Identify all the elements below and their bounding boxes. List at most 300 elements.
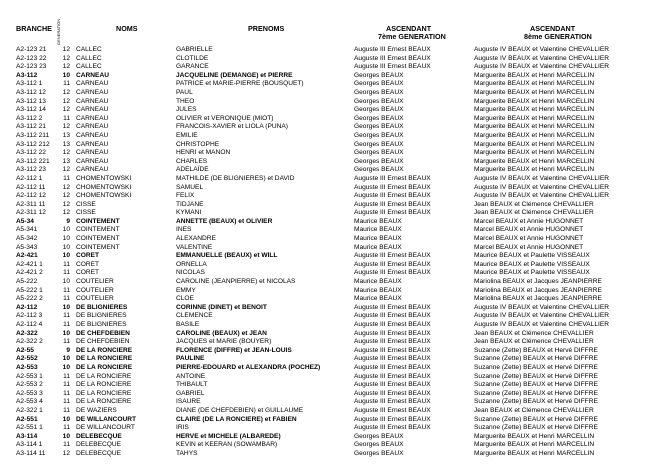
branche-cell: A2-311 12 <box>16 209 46 217</box>
table-row <box>0 330 666 339</box>
table-row <box>0 269 666 278</box>
branche-cell: A3-112 22 <box>16 149 46 157</box>
ascendant-7-cell: Georges BEAUX <box>354 432 404 440</box>
prenom-cell: MATHILDE (DE BLIGNIERES) et DAVID <box>176 174 295 182</box>
table-row <box>0 184 666 193</box>
ascendant-8-cell: Marguerite BEAUX et Henri MARCELLIN <box>474 97 595 105</box>
ascendant-7-cell: Auguste III Ernest BEAUX <box>354 321 431 328</box>
prenom-cell: ADELAÏDE <box>176 166 209 174</box>
ascendant-8-cell: Suzanne (Zette) BEAUX et Hervé DIFFRE <box>474 381 598 389</box>
generation-cell: 13 <box>62 140 70 148</box>
table-row <box>0 381 666 390</box>
prenom-cell: PAUL <box>176 88 193 96</box>
ascendant-7-cell: Georges BEAUX <box>354 157 404 165</box>
prenom-cell: PAULINE <box>176 355 205 363</box>
generation-cell: 12 <box>62 166 70 174</box>
ascendant-8-cell: Marguerite BEAUX et Henri MARCELLIN <box>474 166 595 174</box>
ascendant-7-cell: Auguste III Ernest BEAUX <box>354 209 431 217</box>
generation-cell: 12 <box>62 149 70 157</box>
branche-cell: A3-112 221 <box>16 157 50 165</box>
ascendant-8-cell: Auguste IV BEAUX et Valentine CHEVALLIER <box>474 321 609 328</box>
ascendant-7-cell: Auguste III Ernest BEAUX <box>354 398 431 406</box>
ascendant-7-cell: Auguste III Ernest BEAUX <box>354 183 431 191</box>
ascendant-7-cell: Auguste III Ernest BEAUX <box>354 338 431 346</box>
nom-cell: CARNEAU <box>76 88 109 96</box>
ascendant-7-cell: Georges BEAUX <box>354 166 404 174</box>
prenom-cell: EMMY <box>176 286 196 294</box>
genealogy-table-body <box>0 46 666 459</box>
generation-cell: 10 <box>62 303 70 311</box>
generation-cell: 12 <box>62 192 70 200</box>
prenom-cell: CLOTILDE <box>176 54 209 62</box>
ascendant-8-cell: Marguerite BEAUX et Henri MARCELLIN <box>474 432 595 440</box>
table-row <box>0 166 666 175</box>
table-row <box>0 338 666 347</box>
ascendant-8-cell: Auguste IV BEAUX et Valentine CHEVALLIER <box>474 192 609 200</box>
nom-cell: CARNEAU <box>76 97 109 105</box>
table-row <box>0 72 666 81</box>
generation-cell: 11 <box>63 80 70 88</box>
prenom-cell: BASILE <box>176 321 200 328</box>
table-row <box>0 63 666 72</box>
nom-cell: CHOMENTOWSKI <box>76 174 132 182</box>
table-row <box>0 261 666 270</box>
table-row <box>0 46 666 55</box>
branche-cell: A2-112 11 <box>16 183 46 191</box>
nom-cell: DE BLIGNIERES <box>76 321 127 328</box>
ascendant-8-cell: Suzanne (Zette) BEAUX et Hervé DIFFRE <box>474 346 598 354</box>
generation-cell: 11 <box>63 174 70 182</box>
ascendant-7-cell: Maurice BEAUX <box>354 226 402 234</box>
generation-cell: 10 <box>62 415 70 423</box>
branche-cell: A2-112 <box>16 303 38 311</box>
prenom-cell: CORINNE (DINET) et BENOIT <box>176 303 267 311</box>
branche-cell: A3-112 2 <box>16 114 43 122</box>
header-branche: BRANCHE <box>16 24 52 33</box>
table-row <box>0 149 666 158</box>
prenom-cell: VALENTINE <box>176 243 213 251</box>
table-row <box>0 132 666 141</box>
ascendant-7-cell: Georges BEAUX <box>354 149 404 157</box>
table-row <box>0 416 666 425</box>
generation-cell: 11 <box>63 338 70 346</box>
branche-cell: A5-222 <box>16 278 38 286</box>
generation-cell: 11 <box>63 398 70 406</box>
generation-cell: 12 <box>62 106 70 114</box>
ascendant-7-cell: Auguste III Ernest BEAUX <box>354 329 431 337</box>
ascendant-8-cell: Marcel BEAUX et Annie HUGONNET <box>474 235 584 243</box>
generation-cell: 10 <box>62 235 70 243</box>
generation-cell: 9 <box>66 217 70 225</box>
table-row <box>0 312 666 321</box>
branche-cell: A2-421 1 <box>16 260 43 268</box>
branche-cell: A5-34 <box>16 217 34 225</box>
ascendant-7-cell: Maurice BEAUX <box>354 235 402 243</box>
generation-cell: 12 <box>62 63 70 71</box>
ascendant-7-cell: Georges BEAUX <box>354 80 404 88</box>
nom-cell: CARNEAU <box>76 114 109 122</box>
table-row <box>0 321 666 330</box>
prenom-cell: GARANCE <box>176 63 209 71</box>
prenom-cell: ALEXANDRE <box>176 235 216 243</box>
branche-cell: A5-342 <box>16 235 38 243</box>
table-row <box>0 218 666 227</box>
generation-cell: 11 <box>63 269 70 277</box>
nom-cell: COINTEMENT <box>76 217 120 225</box>
ascendant-7-cell: Auguste III Ernest BEAUX <box>354 415 431 423</box>
nom-cell: COINTEMENT <box>76 235 120 243</box>
ascendant-7-cell: Georges BEAUX <box>354 97 404 105</box>
generation-cell: 11 <box>63 441 70 449</box>
branche-cell: A2-123 23 <box>16 63 47 71</box>
nom-cell: COUTELIER <box>76 295 114 303</box>
prenom-cell: SAMUEL <box>176 183 204 191</box>
prenom-cell: EMMANUELLE (BEAUX) et WILL <box>176 252 278 260</box>
prenom-cell: CAROLINE (JEANPIERRE) et NICOLAS <box>176 278 296 286</box>
table-row <box>0 192 666 201</box>
branche-cell: A5-222 2 <box>16 295 43 303</box>
header-ascendant-8-line2: 8ème GENERATION <box>524 32 592 41</box>
branche-cell: A2-112 3 <box>16 312 43 320</box>
table-row <box>0 278 666 287</box>
nom-cell: DELEBECQUE <box>76 449 122 457</box>
prenom-cell: ISAURE <box>176 398 201 406</box>
prenom-cell: GABRIEL <box>176 389 205 397</box>
table-row <box>0 390 666 399</box>
header-ascendant-8-line1: ASCENDANT <box>530 24 576 33</box>
table-header <box>0 0 666 46</box>
generation-cell: 13 <box>62 131 70 139</box>
branche-cell: A2-311 11 <box>16 200 46 208</box>
table-row <box>0 226 666 235</box>
ascendant-8-cell: Maurice BEAUX et Paulette VISSEAUX <box>474 269 590 277</box>
nom-cell: CISSE <box>76 209 96 217</box>
ascendant-8-cell: Mariolina BEAUX et Jacques JEANPIERRE <box>474 286 602 294</box>
ascendant-8-cell: Jean BEAUX et Clémence CHEVALLIER <box>474 200 594 208</box>
ascendant-7-cell: Auguste III Ernest BEAUX <box>354 312 431 320</box>
generation-cell: 10 <box>62 226 70 234</box>
branche-cell: A3-112 21 <box>16 123 46 131</box>
nom-cell: DE WILLANCOURT <box>76 424 135 432</box>
nom-cell: CORET <box>76 252 100 260</box>
branche-cell: A3-114 <box>16 432 38 440</box>
ascendant-8-cell: Marguerite BEAUX et Henri MARCELLIN <box>474 441 595 449</box>
branche-cell: A2-112 4 <box>16 321 43 328</box>
ascendant-7-cell: Georges BEAUX <box>354 88 404 96</box>
prenom-cell: NICOLAS <box>176 269 205 277</box>
generation-cell: 12 <box>62 46 70 53</box>
nom-cell: CORET <box>76 260 100 268</box>
table-row <box>0 89 666 98</box>
ascendant-7-cell: Auguste III Ernest BEAUX <box>354 406 431 414</box>
generation-cell: 11 <box>63 312 70 320</box>
branche-cell: A2-553 2 <box>16 381 43 389</box>
ascendant-7-cell: Maurice BEAUX <box>354 278 402 286</box>
generation-cell: 11 <box>63 372 70 380</box>
nom-cell: DE LA RONCIERE <box>76 363 133 371</box>
ascendant-8-cell: Mariolina BEAUX et Jacques JEANPIERRE <box>474 295 602 303</box>
prenom-cell: PIERRE-EDOUARD et ALEXANDRA (POCHEZ) <box>176 363 321 371</box>
branche-cell: A2-112 12 <box>16 192 46 200</box>
nom-cell: CISSE <box>76 200 96 208</box>
ascendant-8-cell: Suzanne (Zette) BEAUX et Hervé DIFFRE <box>474 415 598 423</box>
prenom-cell: DIANE (DE CHEFDEBIEN) et GUILLAUME <box>176 406 304 414</box>
table-row <box>0 244 666 253</box>
generation-cell: 10 <box>62 243 70 251</box>
branche-cell: A3-112 12 <box>16 88 46 96</box>
generation-cell: 11 <box>63 321 70 328</box>
table-row <box>0 398 666 407</box>
ascendant-7-cell: Georges BEAUX <box>354 114 404 122</box>
nom-cell: DE WILLANCOURT <box>76 415 137 423</box>
generation-cell: 12 <box>62 123 70 131</box>
nom-cell: DE CHEFDEBIEN <box>76 338 130 346</box>
header-prenoms: PRENOMS <box>248 24 285 33</box>
nom-cell: DE LA RONCIERE <box>76 398 132 406</box>
prenom-cell: HERVE et MICHELE (ALBAREDE) <box>176 432 281 440</box>
ascendant-8-cell: Jean BEAUX et Clémence CHEVALLIER <box>474 209 594 217</box>
table-row <box>0 252 666 261</box>
prenom-cell: EMILIE <box>176 131 198 139</box>
ascendant-7-cell: Auguste III Ernest BEAUX <box>354 372 431 380</box>
branche-cell: A3-114 11 <box>16 449 46 457</box>
table-row <box>0 450 666 459</box>
header-ascendant-7-line1: ASCENDANT <box>386 24 432 33</box>
prenom-cell: CHRISTOPHE <box>176 140 220 148</box>
table-row <box>0 441 666 450</box>
nom-cell: CARNEAU <box>76 123 109 131</box>
nom-cell: CHOMENTOWSKI <box>76 183 132 191</box>
header-noms: NOMS <box>116 24 138 33</box>
nom-cell: DE LA RONCIERE <box>76 389 132 397</box>
ascendant-7-cell: Georges BEAUX <box>354 441 404 449</box>
generation-cell: 11 <box>63 424 70 432</box>
nom-cell: DE LA RONCIERE <box>76 372 132 380</box>
ascendant-7-cell: Auguste III Ernest BEAUX <box>354 200 431 208</box>
generation-cell: 11 <box>63 286 70 294</box>
nom-cell: CARNEAU <box>76 71 109 79</box>
ascendant-8-cell: Marcel BEAUX et Annie HUGONNET <box>474 226 584 234</box>
ascendant-7-cell: Maurice BEAUX <box>354 295 402 303</box>
ascendant-8-cell: Jean BEAUX et Clémence CHEVALLIER <box>474 329 594 337</box>
ascendant-8-cell: Auguste IV BEAUX et Valentine CHEVALLIER <box>474 63 609 71</box>
prenom-cell: KYMANI <box>176 209 202 217</box>
branche-cell: A3-112 13 <box>16 97 46 105</box>
prenom-cell: CLOE <box>176 295 194 303</box>
generation-cell: 11 <box>63 389 70 397</box>
ascendant-8-cell: Maurice BEAUX et Paulette VISSEAUX <box>474 260 590 268</box>
ascendant-7-cell: Auguste III Ernest BEAUX <box>354 46 431 53</box>
nom-cell: DE BLIGNIERES <box>76 312 127 320</box>
table-row <box>0 304 666 313</box>
ascendant-8-cell: Auguste IV BEAUX et Valentine CHEVALLIER <box>474 312 609 320</box>
branche-cell: A2-123 22 <box>16 54 47 62</box>
prenom-cell: IRIS <box>176 424 189 432</box>
ascendant-8-cell: Suzanne (Zette) BEAUX et Hervé DIFFRE <box>474 389 598 397</box>
table-row <box>0 407 666 416</box>
ascendant-8-cell: Jean BEAUX et Clémence CHEVALLIER <box>474 338 594 346</box>
ascendant-7-cell: Auguste III Ernest BEAUX <box>354 54 431 62</box>
ascendant-8-cell: Marguerite BEAUX et Henri MARCELLIN <box>474 106 595 114</box>
ascendant-8-cell: Marcel BEAUX et Annie HUGONNET <box>474 243 584 251</box>
nom-cell: CARNEAU <box>76 166 109 174</box>
prenom-cell: OLIVIER et VERONIQUE (MIOT) <box>176 114 274 122</box>
ascendant-8-cell: Marguerite BEAUX et Henri MARCELLIN <box>474 88 595 96</box>
ascendant-8-cell: Marcel BEAUX et Annie HUGONNET <box>474 217 584 225</box>
ascendant-8-cell: Marguerite BEAUX et Henri MARCELLIN <box>474 71 595 79</box>
ascendant-7-cell: Auguste III Ernest BEAUX <box>354 363 431 371</box>
branche-cell: A5-222 1 <box>16 286 43 294</box>
ascendant-8-cell: Suzanne (Zette) BEAUX et Hervé DIFFRE <box>474 372 598 380</box>
nom-cell: COINTEMENT <box>76 243 120 251</box>
branche-cell: A2-551 <box>16 415 38 423</box>
prenom-cell: TIDJANE <box>176 200 204 208</box>
table-row <box>0 355 666 364</box>
nom-cell: CORET <box>76 269 100 277</box>
nom-cell: CALLEC <box>76 54 102 62</box>
prenom-cell: CLAIRE (DE LA RONCIERE) et FABIEN <box>176 415 297 423</box>
generation-cell: 10 <box>62 252 70 260</box>
ascendant-8-cell: Marguerite BEAUX et Henri MARCELLIN <box>474 114 595 122</box>
generation-cell: 12 <box>62 88 70 96</box>
table-row <box>0 158 666 167</box>
prenom-cell: FRANCOIS-XAVIER et LIOLA (PUNA) <box>176 123 288 131</box>
branche-cell: A3-112 14 <box>16 106 46 114</box>
table-row <box>0 106 666 115</box>
ascendant-7-cell: Maurice BEAUX <box>354 217 402 225</box>
ascendant-8-cell: Suzanne (Zette) BEAUX et Hervé DIFFRE <box>474 355 598 363</box>
nom-cell: DE LA RONCIERE <box>76 381 132 389</box>
ascendant-8-cell: Jean BEAUX et Clémence CHEVALLIER <box>474 406 594 414</box>
nom-cell: DE BLIGNIERES <box>76 303 128 311</box>
nom-cell: DE LA RONCIERE <box>76 355 133 363</box>
generation-cell: 9 <box>66 346 70 354</box>
branche-cell: A2-553 <box>16 363 38 371</box>
nom-cell: COUTELIER <box>76 286 114 294</box>
ascendant-7-cell: Auguste III Ernest BEAUX <box>354 63 431 71</box>
ascendant-7-cell: Auguste III Ernest BEAUX <box>354 424 431 432</box>
prenom-cell: THEO <box>176 97 195 105</box>
prenom-cell: PATRICE et MARIE-PIERRE (BOUSQUET) <box>176 80 304 88</box>
prenom-cell: THIBAULT <box>176 381 208 389</box>
branche-cell: A2-421 2 <box>16 269 43 277</box>
table-row <box>0 175 666 184</box>
table-row <box>0 364 666 373</box>
ascendant-8-cell: Marguerite BEAUX et Henri MARCELLIN <box>474 131 595 139</box>
ascendant-7-cell: Maurice BEAUX <box>354 243 402 251</box>
generation-cell: 12 <box>62 449 70 457</box>
ascendant-7-cell: Auguste III Ernest BEAUX <box>354 269 431 277</box>
ascendant-8-cell: Auguste IV BEAUX et Valentine CHEVALLIER <box>474 303 609 311</box>
ascendant-8-cell: Auguste IV BEAUX et Valentine CHEVALLIER <box>474 174 609 182</box>
branche-cell: A2-553 3 <box>16 389 43 397</box>
ascendant-8-cell: Marguerite BEAUX et Henri MARCELLIN <box>474 157 595 165</box>
prenom-cell: FELIX <box>176 192 195 200</box>
ascendant-7-cell: Georges BEAUX <box>354 140 404 148</box>
table-row <box>0 373 666 382</box>
ascendant-7-cell: Auguste III Ernest BEAUX <box>354 381 431 389</box>
prenom-cell: CAROLINE (BEAUX) et JEAN <box>176 329 267 337</box>
generation-cell: 12 <box>62 183 70 191</box>
table-row <box>0 80 666 89</box>
nom-cell: CHOMENTOWSKI <box>76 192 132 200</box>
header-generation: GENERATION <box>56 18 61 45</box>
table-row <box>0 201 666 210</box>
prenom-cell: JULES <box>176 106 197 114</box>
ascendant-8-cell: Marguerite BEAUX et Henri MARCELLIN <box>474 449 595 457</box>
ascendant-7-cell: Georges BEAUX <box>354 106 404 114</box>
prenom-cell: KEVIN et KEERAN (SOWAMBAR) <box>176 441 278 449</box>
branche-cell: A3-114 1 <box>16 441 43 449</box>
ascendant-8-cell: Suzanne (Zette) BEAUX et Hervé DIFFRE <box>474 398 598 406</box>
generation-cell: 13 <box>62 157 70 165</box>
generation-cell: 10 <box>62 71 70 79</box>
ascendant-7-cell: Auguste III Ernest BEAUX <box>354 355 431 363</box>
table-row <box>0 98 666 107</box>
branche-cell: A5-343 <box>16 243 38 251</box>
ascendant-7-cell: Auguste III Ernest BEAUX <box>354 192 431 200</box>
nom-cell: CARNEAU <box>76 106 109 114</box>
prenom-cell: GABRIELLE <box>176 46 213 53</box>
prenom-cell: ANTOINE <box>176 372 206 380</box>
table-row <box>0 433 666 442</box>
table-row <box>0 55 666 64</box>
nom-cell: CALLEC <box>76 46 102 53</box>
generation-cell: 10 <box>62 355 70 363</box>
branche-cell: A3-112 211 <box>16 131 50 139</box>
ascendant-7-cell: Georges BEAUX <box>354 131 404 139</box>
nom-cell: COUTELIER <box>76 278 114 286</box>
ascendant-7-cell: Auguste III Ernest BEAUX <box>354 174 431 182</box>
ascendant-8-cell: Marguerite BEAUX et Henri MARCELLIN <box>474 140 595 148</box>
generation-cell: 11 <box>63 114 70 122</box>
table-row <box>0 141 666 150</box>
branche-cell: A2-553 1 <box>16 372 43 380</box>
table-row <box>0 295 666 304</box>
table-row <box>0 209 666 218</box>
ascendant-8-cell: Maurice BEAUX et Paulette VISSEAUX <box>474 252 590 260</box>
ascendant-7-cell: Auguste III Ernest BEAUX <box>354 389 431 397</box>
branche-cell: A2-55 <box>16 346 34 354</box>
branche-cell: A3-112 212 <box>16 140 50 148</box>
ascendant-7-cell: Auguste III Ernest BEAUX <box>354 346 431 354</box>
nom-cell: CARNEAU <box>76 80 109 88</box>
ascendant-8-cell: Suzanne (Zette) BEAUX et Hervé DIFFRE <box>474 363 598 371</box>
branche-cell: A3-112 23 <box>16 166 46 174</box>
header-ascendant-7-line2: 7ème GENERATION <box>378 32 446 41</box>
table-row <box>0 347 666 356</box>
nom-cell: CARNEAU <box>76 157 109 165</box>
nom-cell: DE LA RONCIERE <box>76 346 133 354</box>
ascendant-8-cell: Mariolina BEAUX et Jacques JEANPIERRE <box>474 278 602 286</box>
prenom-cell: ORNELLA <box>176 260 207 268</box>
ascendant-7-cell: Georges BEAUX <box>354 71 404 79</box>
ascendant-7-cell: Auguste III Ernest BEAUX <box>354 260 431 268</box>
nom-cell: CARNEAU <box>76 131 109 139</box>
generation-cell: 10 <box>62 432 70 440</box>
ascendant-7-cell: Maurice BEAUX <box>354 286 402 294</box>
prenom-cell: FLORENCE (DIFFRE) et JEAN-LOUIS <box>176 346 292 354</box>
branche-cell: A2-421 <box>16 252 38 260</box>
ascendant-8-cell: Marguerite BEAUX et Henri MARCELLIN <box>474 80 595 88</box>
ascendant-7-cell: Auguste III Ernest BEAUX <box>354 303 431 311</box>
nom-cell: DELEBECQUE <box>76 441 122 449</box>
prenom-cell: JACQUELINE (DEMANGE) et PIERRE <box>176 71 293 79</box>
generation-cell: 11 <box>63 260 70 268</box>
nom-cell: COINTEMENT <box>76 226 120 234</box>
table-row <box>0 424 666 433</box>
nom-cell: DELEBECQUE <box>76 432 122 440</box>
